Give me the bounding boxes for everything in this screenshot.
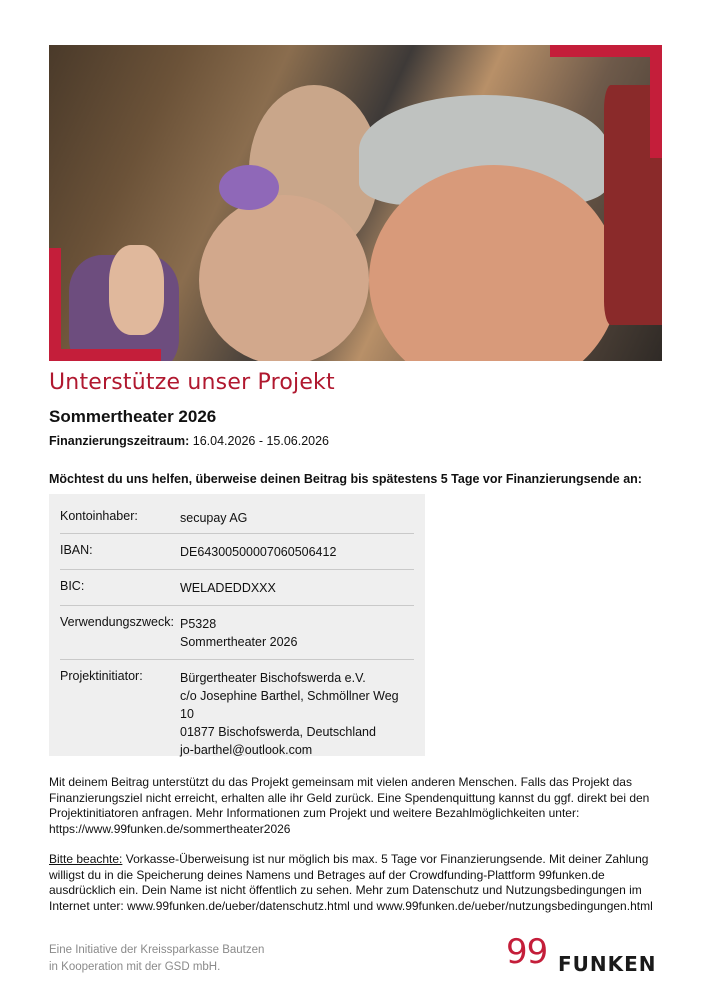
- project-title: Sommertheater 2026: [49, 407, 217, 426]
- photo-face-left-bottom: [199, 195, 369, 361]
- logo-number: 99: [506, 932, 548, 972]
- info-paragraph: Mit deinem Beitrag unterstützt du das Projekt gemeinsam mit vielen anderen Menschen. Falls das Projekt das Finanzierungsziel nicht erreicht, erhalten alle ihr Geld zurück. Eine Spendenquittung kannst du ggf. direkt bei den Projektinitiatoren anfragen. Mehr Informationen zum Projekt und weitere Bezahlmöglichkeiten unter: https://www.99funken.de/sommertheater2026: [49, 775, 650, 836]
- bank-row-account-holder: [60, 494, 414, 534]
- bracket-top-vertical: [650, 45, 662, 158]
- bracket-bottom-horizontal: [49, 349, 161, 361]
- funding-period: [49, 434, 329, 448]
- bank-value: P5328 Sommertheater 2026: [180, 617, 298, 649]
- bank-details-box: [49, 494, 425, 756]
- page-heading: Unterstütze unser Projekt: [49, 370, 335, 395]
- bank-label: IBAN:: [60, 543, 93, 557]
- notice-paragraph: [49, 852, 669, 914]
- bank-value: WELADEDDXXX: [180, 581, 276, 595]
- bracket-top-horizontal: [550, 45, 662, 57]
- logo-99funken: [506, 932, 666, 978]
- photo-hand: [109, 245, 164, 335]
- notice-text: Vorkasse-Überweisung ist nur möglich bis max. 5 Tage vor Finanzierungsende. Mit deiner Zahlung willigst du in die Speicherung deines Namens und Betrages auf der Crowdfunding-Plattform 99funken.de ausdrücklich ein. Dein Name ist nicht öffentlich zu sehen. Mehr zum Datenschutz und Nutzungsbedingungen im Internet unter: www.99funken.de/ueber/datenschutz.html und www.99funken.de/ueber/nutzungsbedingungen.html: [49, 852, 653, 913]
- notice-label: Bitte beachte:: [49, 852, 123, 866]
- bank-row-initiator: [60, 660, 414, 756]
- bank-value: DE64300500007060506412: [180, 545, 337, 559]
- funding-period-value: 16.04.2026 - 15.06.2026: [192, 434, 330, 448]
- logo-word: FUNKEN: [558, 952, 657, 976]
- footer-line-1: Eine Initiative der Kreissparkasse Bautzen: [49, 944, 265, 956]
- bank-row-purpose: [60, 606, 414, 660]
- bank-label: Projektinitiator:: [60, 669, 143, 683]
- bank-row-bic: [60, 570, 414, 606]
- footer-line-2: in Kooperation mit der GSD mbH.: [49, 961, 221, 973]
- photo-hair-tie: [219, 165, 279, 210]
- bank-value: Bürgertheater Bischofswerda e.V. c/o Josephine Barthel, Schmöllner Weg 10 01877 Bischofswerda, Deutschland jo-barthel@outlook.com: [180, 671, 399, 757]
- bank-row-iban: [60, 534, 414, 570]
- footer-initiative: [49, 942, 264, 976]
- intro-text: Möchtest du uns helfen, überweise deinen Beitrag bis spätestens 5 Tage vor Finanzierungsende an:: [49, 472, 642, 486]
- funding-period-label: Finanzierungszeitraum:: [49, 434, 190, 448]
- bank-label: BIC:: [60, 579, 85, 593]
- bank-value: secupay AG: [180, 511, 248, 525]
- bank-label: Verwendungszweck:: [60, 615, 174, 629]
- bracket-bottom-vertical: [49, 248, 61, 361]
- hero-photo: [49, 45, 662, 361]
- bank-label: Kontoinhaber:: [60, 509, 138, 523]
